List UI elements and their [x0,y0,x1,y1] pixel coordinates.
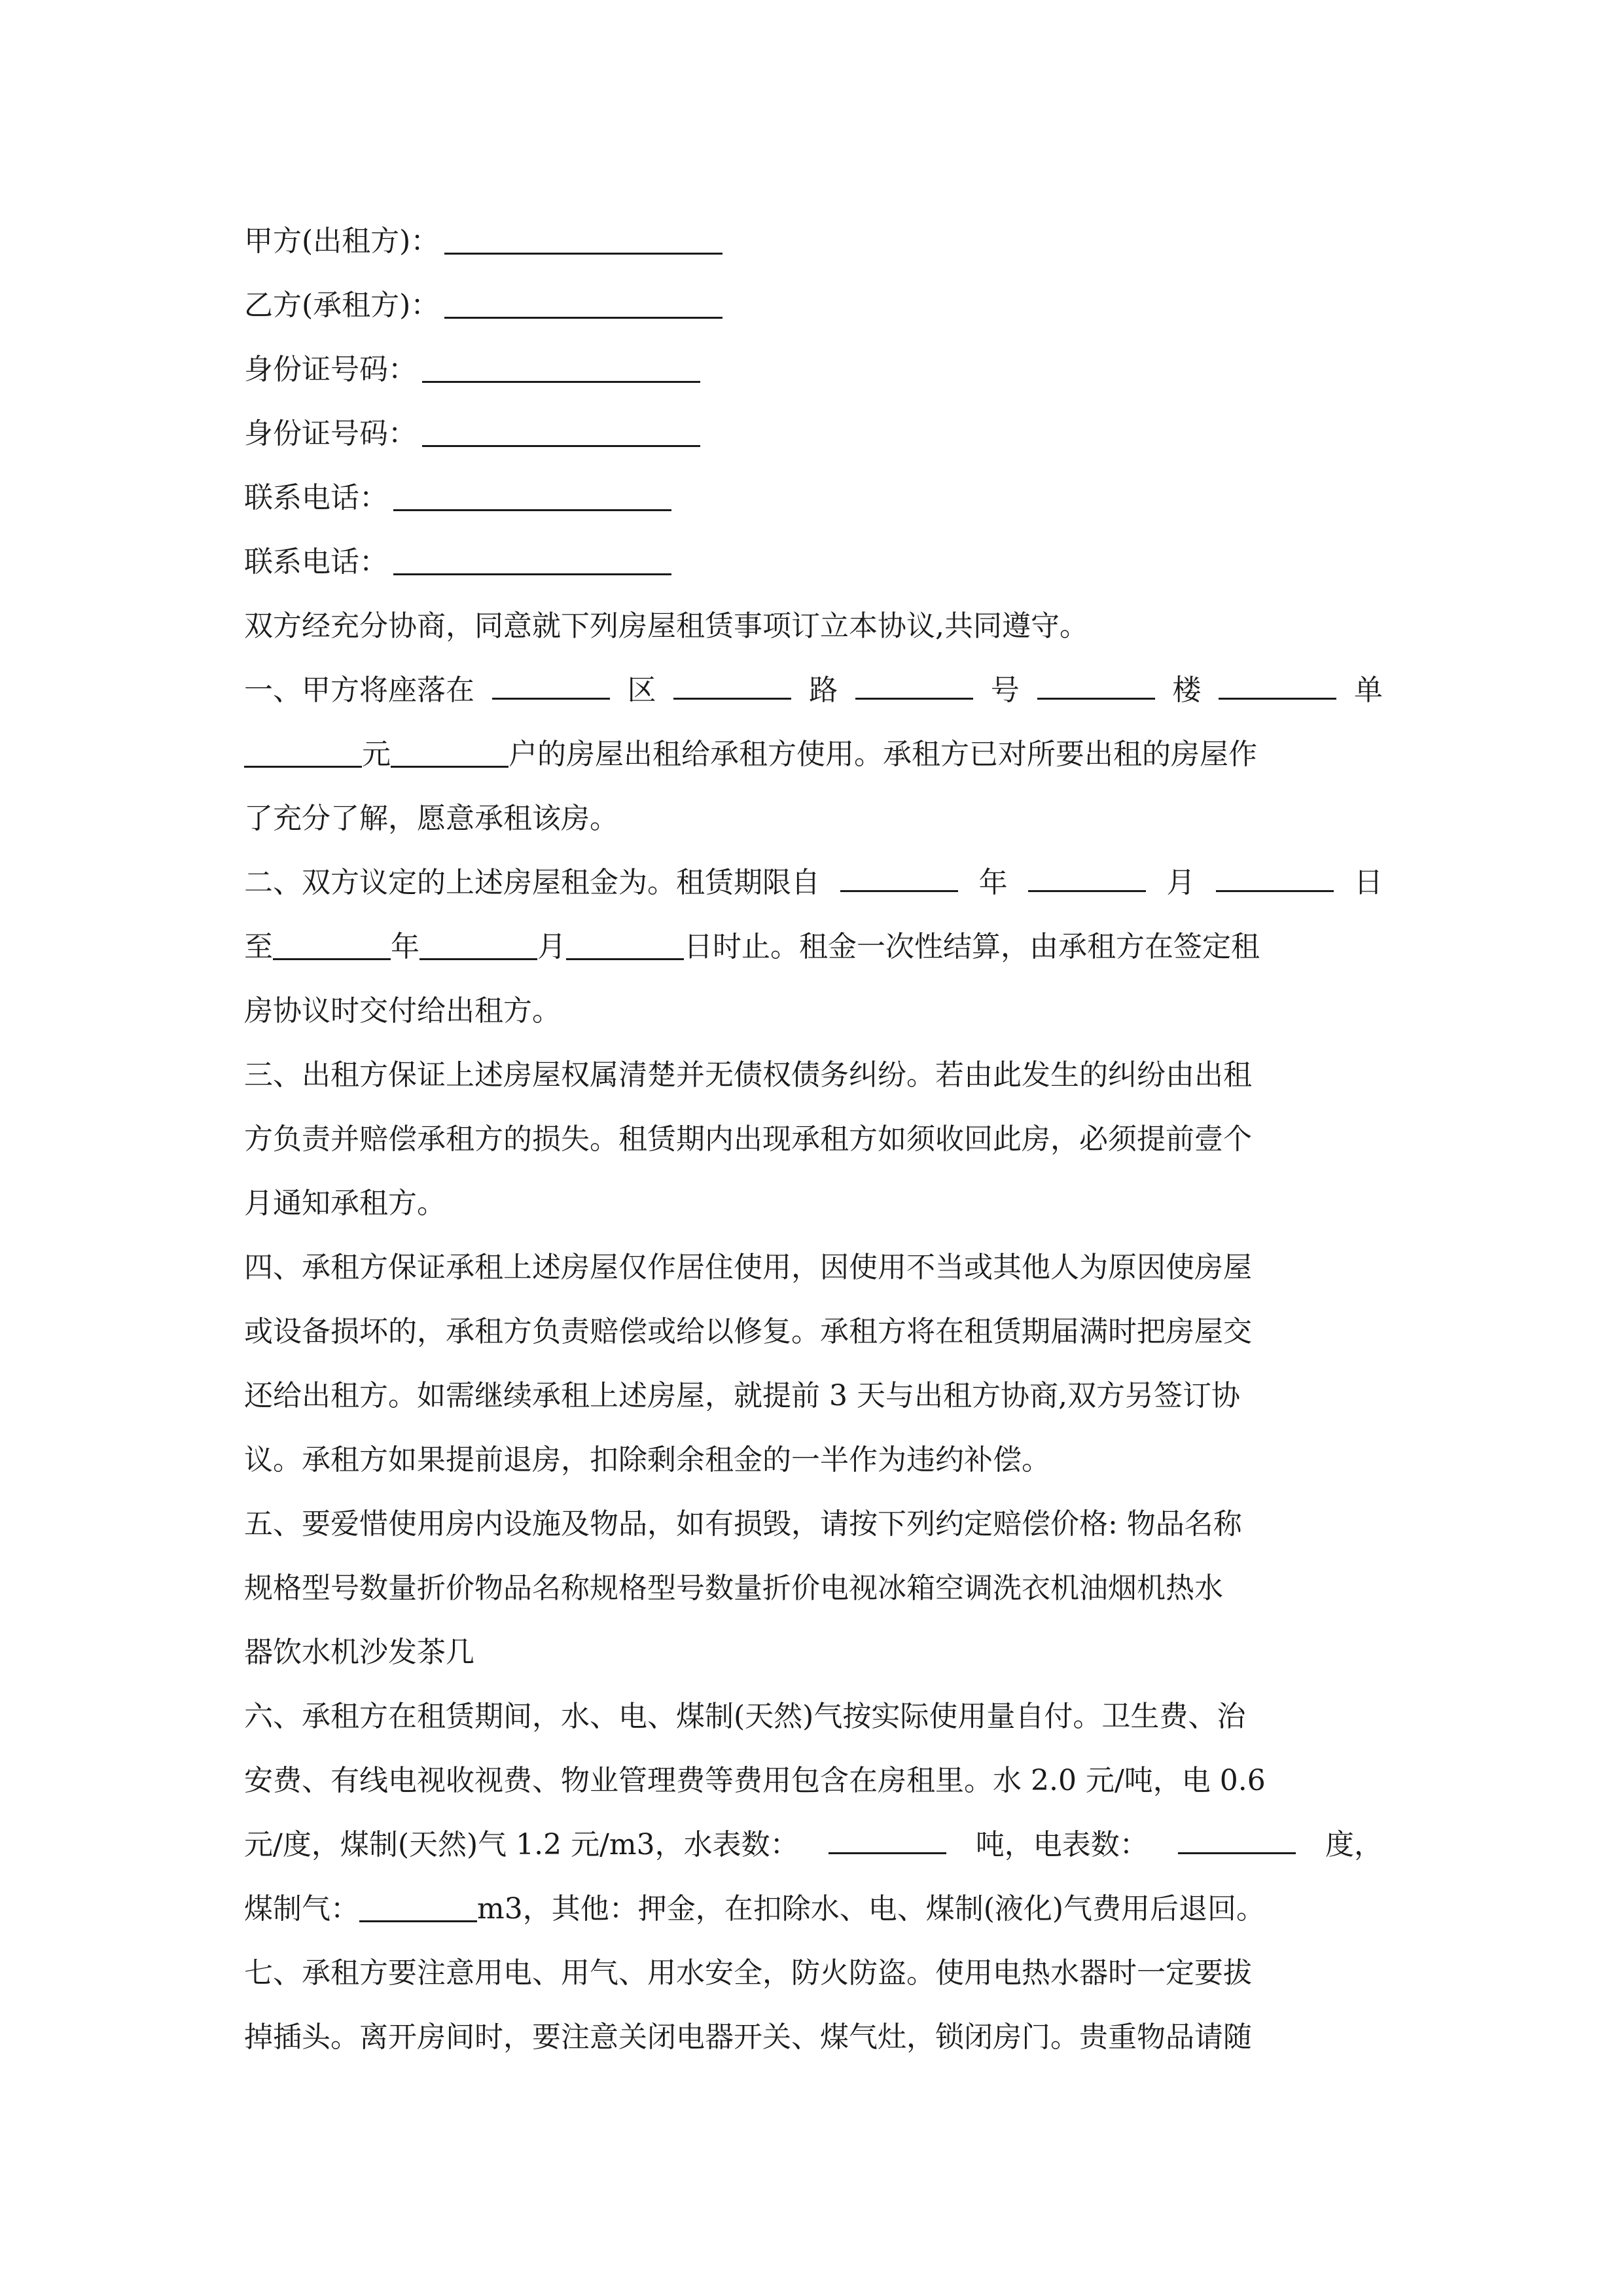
gas-meter-blank[interactable] [359,1894,477,1922]
clause4-line3: 还给出租方。如需继续承租上述房屋，就提前 3 天与出租方协商,双方另签订协 [244,1379,1240,1412]
clause6-l4-rest: m3，其他：押金，在扣除水、电、煤制(液化)气费用后退回。 [477,1892,1266,1926]
clause6-line4 [244,1877,1383,1941]
party-b-blank[interactable] [444,291,722,319]
clause1-line2-rest: 户的房屋出租给承租方使用。承租方已对所要出租的房屋作 [508,738,1257,771]
word-qu: 区 [627,673,656,707]
clause6-l3-prefix: 元/度，煤制(天然)气 1.2 元/m3，水表数： [244,1828,799,1861]
phone-b-line [244,530,1383,594]
phone-b-label: 联系电话： [244,545,388,579]
id-a-line [244,338,1383,402]
word-dan: 单 [1353,673,1383,707]
clause2-line3: 房协议时交付给出租方。 [244,994,561,1028]
clause2-prefix: 二、双方议定的上述房屋租金为。租赁期限自 [244,866,820,899]
word-nian-2: 年 [391,930,419,963]
clause3-line3: 月通知承租方。 [244,1187,446,1220]
clause5-line3: 器饮水机沙发茶几 [244,1636,474,1669]
clause1-line2 [244,723,1383,787]
word-yue-2: 月 [537,930,566,963]
unit-blank[interactable] [1219,672,1336,700]
word-hao: 号 [990,673,1020,707]
end-day-blank[interactable] [566,932,684,960]
start-day-blank[interactable] [1216,864,1334,892]
water-meter-blank[interactable] [829,1826,946,1854]
clause1-prefix: 一、甲方将座落在 [244,673,474,707]
id-b-blank[interactable] [422,419,700,447]
clause3-line2: 方负责并赔偿承租方的损失。租赁期内出现承租方如须收回此房，必须提前壹个 [244,1122,1252,1156]
id-a-blank[interactable] [422,355,700,383]
phone-a-line [244,466,1383,530]
phone-a-blank[interactable] [393,483,671,511]
clause1-line3: 了充分了解，愿意承租该房。 [244,802,618,835]
id-b-line [244,402,1383,466]
room-blank[interactable] [391,740,508,768]
clause7-line1: 七、承租方要注意用电、用气、用水安全，防火防盗。使用电热水器时一定要拔 [244,1956,1252,1990]
electric-meter-blank[interactable] [1178,1826,1296,1854]
clause6-line2: 安费、有线电视收视费、物业管理费等费用包含在房租里。水 2.0 元/吨，电 0.6 [244,1764,1266,1797]
word-yue: 月 [1166,866,1196,899]
clause1-line1 [244,658,1383,723]
party-a-label: 甲方(出租方)： [244,224,440,258]
party-a-line [244,209,1383,274]
phone-b-blank[interactable] [393,547,671,575]
clause2-l2-rest: 日时止。租金一次性结算，由承租方在签定租 [684,930,1260,963]
word-lu: 路 [809,673,838,707]
clause6-l3-end: 度， [1325,1828,1383,1861]
clause6-l3-mid: 吨，电表数： [975,1828,1149,1861]
word-lou: 楼 [1172,673,1202,707]
party-b-line [244,274,1383,338]
clause5-line1: 五、要爱惜使用房内设施及物品，如有损毁，请按下列约定赔偿价格: 物品名称 [244,1507,1242,1541]
unit2-blank[interactable] [244,740,362,768]
start-month-blank[interactable] [1028,864,1146,892]
word-nian: 年 [978,866,1008,899]
clause4-line1: 四、承租方保证承租上述房屋仅作居住使用，因使用不当或其他人为原因使房屋 [244,1251,1252,1284]
clause2-l2-prefix: 至 [244,930,273,963]
party-a-blank[interactable] [444,226,722,255]
contract-page [244,209,1383,2070]
clause4-line2: 或设备损坏的，承租方负责赔偿或给以修复。承租方将在租赁期届满时把房屋交 [244,1315,1252,1348]
start-year-blank[interactable] [840,864,958,892]
id-b-label: 身份证号码： [244,417,417,450]
clause6-l4-prefix: 煤制气： [244,1892,359,1926]
building-blank[interactable] [1037,672,1155,700]
number-blank[interactable] [855,672,973,700]
end-month-blank[interactable] [419,932,537,960]
intro-line: 双方经充分协商，同意就下列房屋租赁事项订立本协议,共同遵守。 [244,609,1088,643]
district-blank[interactable] [492,672,610,700]
clause2-line2 [244,915,1383,979]
clause6-line3 [244,1813,1383,1877]
word-ri: 日 [1353,866,1383,899]
party-b-label: 乙方(承租方)： [244,289,440,322]
road-blank[interactable] [673,672,791,700]
clause7-line2: 掉插头。离开房间时，要注意关闭电器开关、煤气灶，锁闭房门。贵重物品请随 [244,2020,1252,2054]
clause3-line1: 三、出租方保证上述房屋权属清楚并无债权债务纠纷。若由此发生的纠纷由出租 [244,1058,1252,1092]
phone-a-label: 联系电话： [244,481,388,514]
clause5-line2: 规格型号数量折价物品名称规格型号数量折价电视冰箱空调洗衣机油烟机热水 [244,1571,1223,1605]
end-year-blank[interactable] [273,932,391,960]
clause2-line1 [244,851,1383,915]
id-a-label: 身份证号码： [244,353,417,386]
word-yuan: 元 [362,738,391,771]
clause4-line4: 议。承租方如果提前退房，扣除剩余租金的一半作为违约补偿。 [244,1443,1050,1477]
clause6-line1: 六、承租方在租赁期间，水、电、煤制(天然)气按实际使用量自付。卫生费、治 [244,1700,1246,1733]
